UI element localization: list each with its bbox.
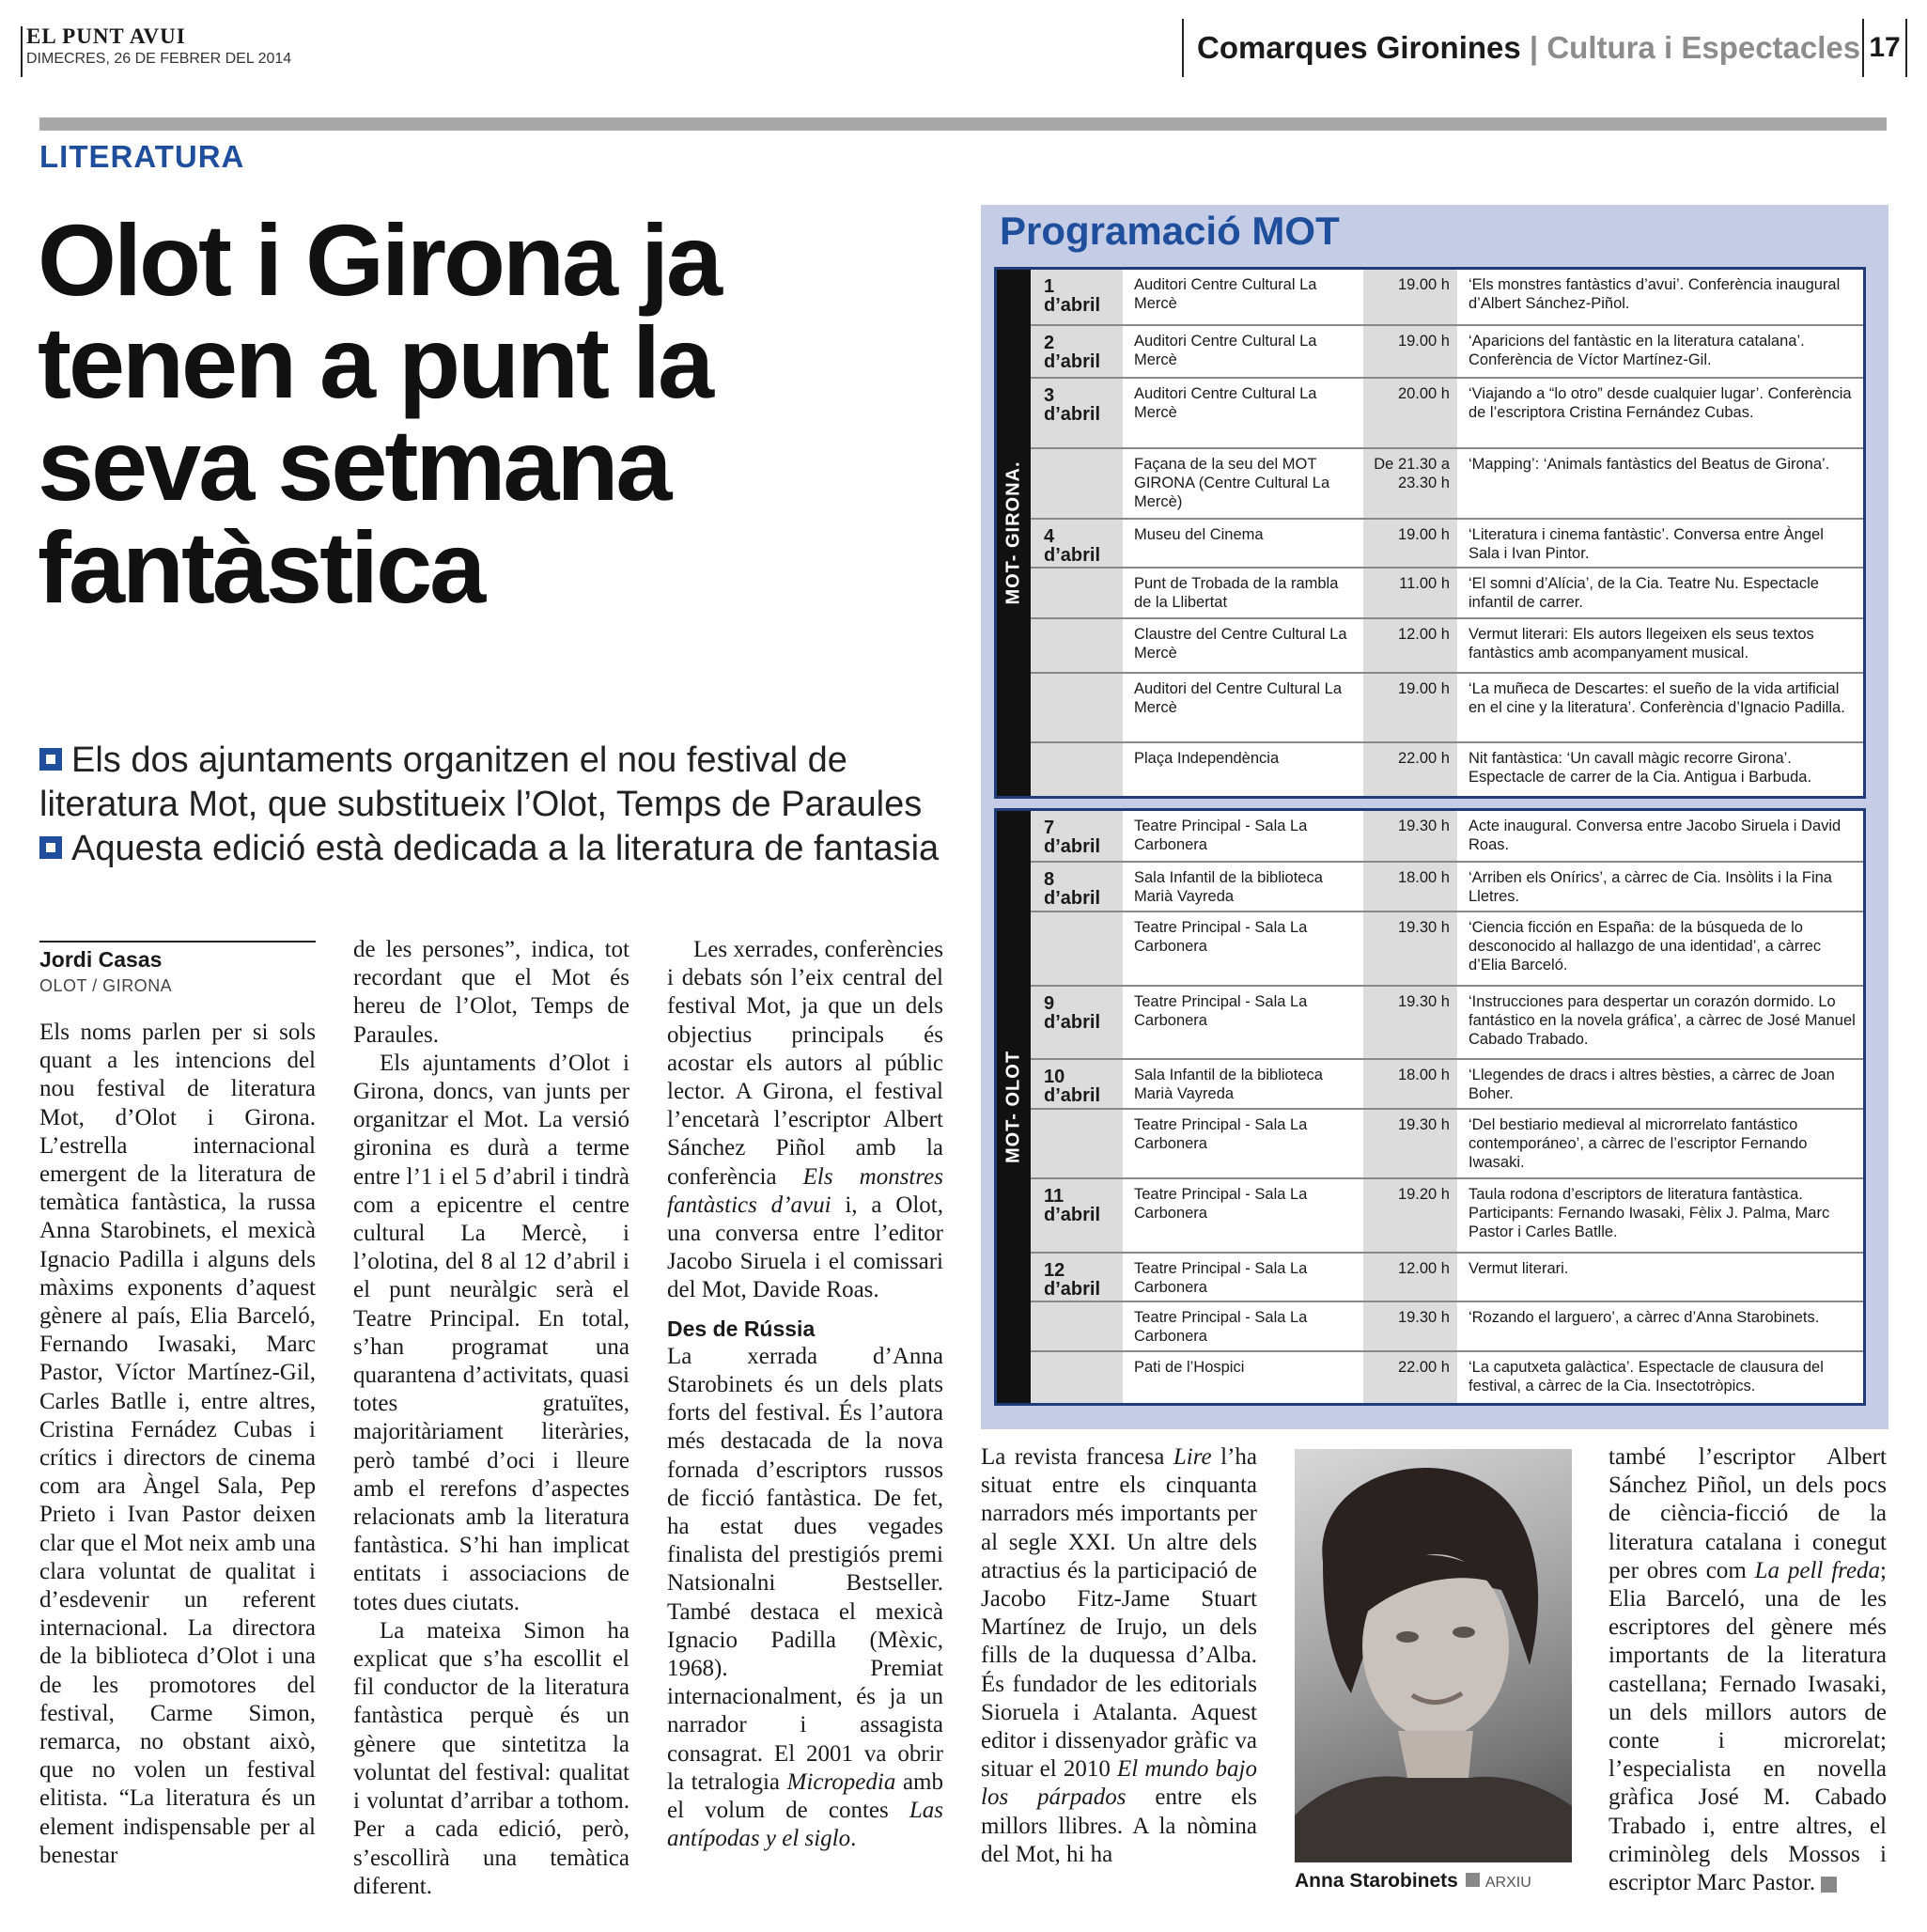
- program-row: [1031, 911, 1863, 987]
- section-header: [1182, 19, 1907, 77]
- program-time: 22.00 h: [1397, 1359, 1450, 1376]
- program-row: [1031, 811, 1863, 861]
- program-date: 2 d’abril: [1044, 333, 1101, 372]
- paragraph: La xerrada d’Anna Starobinets és un dels plats forts del festival. És l’autora més destacada de la nova fornada d’escriptors russos de ficció fantàstica. De fet, ha estat dues vegades finalista del prestigiós premi Natsionalni Bestseller. També destaca el mexicà Ignacio Padilla (Mèxic, 1968). Premiat internacionalment, és ja un narrador i assagista consagrat. El 2001 va obrir la tetralogia Micropedia amb el volum de contes Las antípodas y el siglo.: [667, 1343, 944, 1852]
- program-time: 19.00 h: [1397, 526, 1450, 543]
- paragraph: de les persones”, indica, tot recordant que el Mot és hereu de l’Olot, Temps de Paraules.: [353, 937, 629, 1048]
- section-separator: |: [1529, 30, 1539, 65]
- program-venue: Auditori Centre Cultural La Mercè: [1134, 276, 1317, 312]
- program-date: 8 d’abril: [1044, 869, 1101, 909]
- vertical-label: MOT- GIRONA.: [1002, 460, 1024, 605]
- program-description: ‘Arriben els Onírics’, a càrrec de Cia. Insòlits i la Fina Lletres.: [1469, 869, 1832, 905]
- photo-caption: [1295, 1870, 1531, 1893]
- author-photo: [1295, 1449, 1572, 1862]
- bullet-square-icon: [39, 748, 62, 771]
- program-row: [1031, 324, 1863, 379]
- program-description: Acte inaugural. Conversa entre Jacobo Siruela i David Roas.: [1469, 818, 1842, 853]
- program-row: [1031, 1252, 1863, 1302]
- program-date: 11 d’abril: [1044, 1186, 1101, 1225]
- program-time: 19.30 h: [1397, 1309, 1450, 1326]
- program-venue: Auditori Centre Cultural La Mercè: [1134, 385, 1317, 421]
- section-title: [1197, 30, 1860, 66]
- program-description: Vermut literari.: [1469, 1260, 1569, 1277]
- program-row: [1031, 377, 1863, 449]
- byline-rule: [39, 941, 316, 943]
- program-row: [1031, 1350, 1863, 1405]
- masthead: [26, 24, 291, 68]
- program-venue: Teatre Principal - Sala La Carbonera: [1134, 1260, 1308, 1296]
- program-row: [1031, 1108, 1863, 1179]
- subhead: Aquesta edició està dedicada a la literatura de fantasia: [39, 827, 960, 871]
- program-description: ‘Viajando a “lo otro” desde cualquier lugar’. Conferència de l’escriptora Cristina Fernández Cubas.: [1469, 385, 1852, 421]
- article-column-4: [981, 1443, 1257, 1869]
- program-time: 18.00 h: [1397, 1067, 1450, 1083]
- inline-subhead: Des de Rússia: [667, 1316, 816, 1341]
- program-time: 18.00 h: [1397, 869, 1450, 886]
- program-description: Taula rodona d’escriptors de literatura fantàstica. Participants: Fernando Iwasaki, Fèlix J. Palma, Marc Pastor i Carles Batlle.: [1469, 1186, 1830, 1240]
- subhead: Els dos ajuntaments organitzen el nou festival de literatura Mot, que substitueix l’Olot, Temps de Paraules: [39, 740, 923, 824]
- author-name: Jordi Casas: [39, 947, 163, 972]
- program-time: 19.00 h: [1397, 680, 1450, 697]
- program-row: [1031, 447, 1863, 520]
- program-venue: Teatre Principal - Sala La Carbonera: [1134, 1186, 1308, 1222]
- program-description: ‘La muñeca de Descartes: el sueño de la vida artificial en el cine y la literatura’. Conferència d’Ignacio Padilla.: [1469, 680, 1845, 716]
- program-rows: [1031, 811, 1863, 1403]
- author-place: OLOT / GIRONA: [39, 976, 173, 995]
- portrait-illustration: [1295, 1449, 1572, 1862]
- paragraph: La revista francesa Lire l’ha situat entre els cinquanta narradors més importants per al segle XXI. Un altre dels atractius és la participació de Jacobo Fitz-Jame Stuart Martínez de Irujo, un dels fills de la duquessa d’Alba. És fundador de les editorials Sioruela i Atalanta. Aquest editor i dissenyador gràfic va situar el 2010 El mundo bajo los párpados entre els millors llibres. A la nòmina del Mot, hi ha: [981, 1444, 1258, 1867]
- program-time: 19.30 h: [1397, 1116, 1450, 1133]
- headline-line: fantàstica: [38, 510, 484, 624]
- vertical-label: MOT- OLOT: [1002, 1050, 1024, 1164]
- program-venue: Auditori Centre Cultural La Mercè: [1134, 333, 1317, 368]
- program-venue: Pati de l’Hospici: [1134, 1359, 1245, 1376]
- program-description: ‘Instrucciones para despertar un corazón dormido. Lo fantástico en la novela gráfica’, a càrrec de José Manuel Cabado Trabado.: [1469, 993, 1856, 1048]
- paragraph: Els ajuntaments d’Olot i Girona, doncs, van junts per organitzar el Mot. La versió gironina es durà a terme entre l’1 i el 5 d’abril i tindrà com a epicentre el centre cultural La Mercè, i l’olotina, del 8 al 12 d’abril i el punt neuràlgic serà el Teatre Principal. En total, s’han programat una quarantena d’activitats, quasi totes gratuïtes, majoritàriament literàries, però també d’oci i lleure amb el rerefons d’aspectes relacionats amb la literatura fantàstica. S’hi han implicat entitats i associacions de totes dues ciutats.: [353, 1050, 629, 1615]
- program-time: 11.00 h: [1399, 575, 1450, 592]
- program-date: 9 d’abril: [1044, 993, 1101, 1033]
- program-description: ‘Literatura i cinema fantàstic’. Conversa entre Àngel Sala i Ivan Pintor.: [1469, 526, 1824, 562]
- caption-square-icon: [1466, 1873, 1480, 1887]
- page-number: 17: [1862, 19, 1905, 77]
- program-venue: Plaça Independència: [1134, 750, 1280, 767]
- program-venue: Teatre Principal - Sala La Carbonera: [1134, 919, 1308, 955]
- program-row: [1031, 1301, 1863, 1352]
- program-description: ‘Rozando el larguero’, a càrrec d’Anna Starobinets.: [1469, 1309, 1820, 1326]
- program-description: Vermut literari: Els autors llegeixen els seus textos fantàstics amb acompanyament musical.: [1469, 626, 1814, 662]
- program-venue: Teatre Principal - Sala La Carbonera: [1134, 1116, 1308, 1152]
- program-row: [1031, 270, 1863, 324]
- paragraph: Els noms parlen per si sols quant a les intencions del nou festival de literatura Mot, d’Olot i Girona. L’estrella internacional emergent de la literatura de temàtica fantàstica, la russa Anna Starobinets, el mexicà Ignacio Padilla i alguns dels màxims exponents d’aquest gènere al país, Elia Barceló, Fernando Iwasaki, Marc Pastor, Víctor Martínez-Gil, Carles Batlle i, entre altres, Cristina Fernádez Cubas i crítics i directors de cinema com ara Àngel Sala, Pep Prieto i Ivan Pastor deixen clar que el Mot neix amb una clara voluntat de qualitat i d’esdevenir un referent internacional. La directora de la biblioteca d’Olot i una de les promotores del festival, Carme Simon, remarca, no obstant això, que no volen un festival elitista. “La literatura és un element indispensable per al benestar: [39, 1020, 316, 1868]
- program-table-girona: [994, 267, 1866, 799]
- program-venue: Museu del Cinema: [1134, 526, 1264, 543]
- program-date: 3 d’abril: [1044, 385, 1101, 425]
- program-row: [1031, 617, 1863, 674]
- program-time: 19.30 h: [1397, 818, 1450, 834]
- program-venue: Sala Infantil de la biblioteca Marià Vayreda: [1134, 1067, 1323, 1102]
- top-rule: [39, 117, 1887, 131]
- program-date: 1 d’abril: [1044, 276, 1101, 316]
- section-main: Comarques Gironines: [1197, 30, 1521, 65]
- program-time: 19.20 h: [1397, 1186, 1450, 1203]
- paragraph: La mateixa Simon ha explicat que s’ha escollit el fil conductor de la literatura fantàstica perquè és un gènere que sintetitza la voluntat del festival: qualitat i voluntat d’arribar a tothom. Per a cada edició, però, s’escollirà una temàtica diferent.: [353, 1617, 629, 1899]
- program-description: ‘Els monstres fantàstics d’avui’. Conferència inaugural d’Albert Sánchez-Piñol.: [1469, 276, 1841, 312]
- program-time: 22.00 h: [1397, 750, 1450, 767]
- vertical-label-bar: [997, 811, 1031, 1403]
- program-time: 12.00 h: [1397, 626, 1450, 643]
- program-venue: Punt de Trobada de la rambla de la Llibertat: [1134, 575, 1339, 611]
- end-mark-icon: [1821, 1877, 1837, 1893]
- program-venue: Teatre Principal - Sala La Carbonera: [1134, 993, 1308, 1029]
- program-time: 19.30 h: [1397, 993, 1450, 1010]
- paragraph: també l’escriptor Albert Sánchez Piñol, un dels pocs de ciència-ficció de la literatura catalana i conegut per obres com La pell freda; Elia Barceló, una de les escriptores del gènere més importants de la literatura castellana; Fernado Iwasaki, un dels millors autors de conte i microrelat; l’especialista en novella gràfica José M. Cabado Trabado i, entre altres, el criminòleg dels Mossos i escriptor Marc Pastor.: [1608, 1444, 1887, 1896]
- program-time: 19.30 h: [1397, 919, 1450, 936]
- program-venue: Sala Infantil de la biblioteca Marià Vayreda: [1134, 869, 1323, 905]
- bullet-square-icon: [39, 836, 62, 859]
- program-row: [1031, 518, 1863, 569]
- program-description: ‘Aparicions del fantàstic en la literatura catalana’. Conferència de Víctor Martínez-Gil.: [1469, 333, 1805, 368]
- program-table-olot: [994, 808, 1866, 1406]
- program-row: [1031, 741, 1863, 798]
- program-description: ‘El somni d’Alícia’, de la Cia. Teatre Nu. Espectacle infantil de carrer.: [1469, 575, 1819, 611]
- program-description: ‘La caputxeta galàctica’. Espectacle de clausura del festival, a càrrec de la Cia. Insectotròpics.: [1469, 1359, 1824, 1394]
- program-date: 4 d’abril: [1044, 526, 1101, 566]
- headline-line: seva setmana: [38, 408, 670, 522]
- caption-name: Anna Starobinets: [1295, 1870, 1458, 1892]
- subheads: [39, 739, 960, 871]
- program-row: [1031, 1058, 1863, 1110]
- vertical-label-bar: [997, 270, 1031, 796]
- article-column-3: [667, 936, 943, 1854]
- program-venue: Auditori del Centre Cultural La Mercè: [1134, 680, 1343, 716]
- headline: [38, 203, 977, 624]
- program-date: 10 d’abril: [1044, 1067, 1101, 1106]
- program-venue: Teatre Principal - Sala La Carbonera: [1134, 1309, 1308, 1345]
- program-date: 12 d’abril: [1044, 1260, 1101, 1300]
- program-description: ‘Mapping’: ‘Animals fantàstics del Beatus de Girona’.: [1469, 456, 1830, 473]
- program-time: 19.00 h: [1397, 276, 1450, 293]
- program-title: Programació MOT: [1000, 209, 1340, 253]
- program-time: 12.00 h: [1397, 1260, 1450, 1277]
- section-sub: Cultura i Espectacles: [1546, 30, 1861, 65]
- program-box: [981, 205, 1888, 1429]
- program-description: ‘Llegendes de dracs i altres bèsties, a càrrec de Joan Boher.: [1469, 1067, 1835, 1102]
- program-venue: Façana de la seu del MOT GIRONA (Centre Cultural La Mercè): [1134, 456, 1330, 510]
- paper-date: DIMECRES, 26 DE FEBRER DEL 2014: [26, 51, 292, 67]
- program-row: [1031, 1177, 1863, 1254]
- program-row: [1031, 567, 1863, 619]
- caption-credit: ARXIU: [1484, 1875, 1531, 1891]
- program-row: [1031, 672, 1863, 743]
- program-date: 7 d’abril: [1044, 818, 1101, 857]
- program-rows: [1031, 270, 1863, 796]
- program-row: [1031, 861, 1863, 912]
- program-time: 20.00 h: [1397, 385, 1450, 402]
- headline-line: tenen a punt la: [38, 305, 712, 419]
- byline: [39, 947, 172, 996]
- program-description: Nit fantàstica: ‘Un cavall màgic recorre Girona’. Espectacle de carrer de la Cia. Antigua i Barbuda.: [1469, 750, 1812, 786]
- program-time: De 21.30 a 23.30 h: [1374, 456, 1450, 491]
- program-time: 19.00 h: [1397, 333, 1450, 350]
- program-venue: Teatre Principal - Sala La Carbonera: [1134, 818, 1308, 853]
- article-column-1: [39, 1019, 316, 1870]
- section-label: LITERATURA: [39, 139, 245, 174]
- article-column-5: [1608, 1443, 1887, 1897]
- article-column-2: [353, 936, 629, 1901]
- headline-line: Olot i Girona ja: [38, 203, 721, 317]
- program-venue: Claustre del Centre Cultural La Mercè: [1134, 626, 1347, 662]
- program-description: ‘Del bestiario medieval al microrrelato fantástico contemporáneo’, a càrrec de l’escriptor Fernando Iwasaki.: [1469, 1116, 1808, 1171]
- paragraph: Les xerrades, conferències i debats són l’eix central del festival Mot, ja que un dels objectius principals és acostar els autors al públic lector. A Girona, el festival l’encetarà l’escriptor Albert Sánchez Piñol amb la conferència Els monstres fantàstics d’avui i, a Olot, una conversa entre l’editor Jacobo Siruela i el comissari del Mot, Davide Roas.: [667, 937, 943, 1303]
- program-description: ‘Ciencia ficción en España: de la búsqueda de lo desconocido al hallazgo de una identidad’, a càrrec d’Elia Barceló.: [1469, 919, 1822, 974]
- header-divider: [21, 26, 23, 77]
- paper-name: EL PUNT AVUI: [26, 24, 186, 48]
- program-row: [1031, 985, 1863, 1060]
